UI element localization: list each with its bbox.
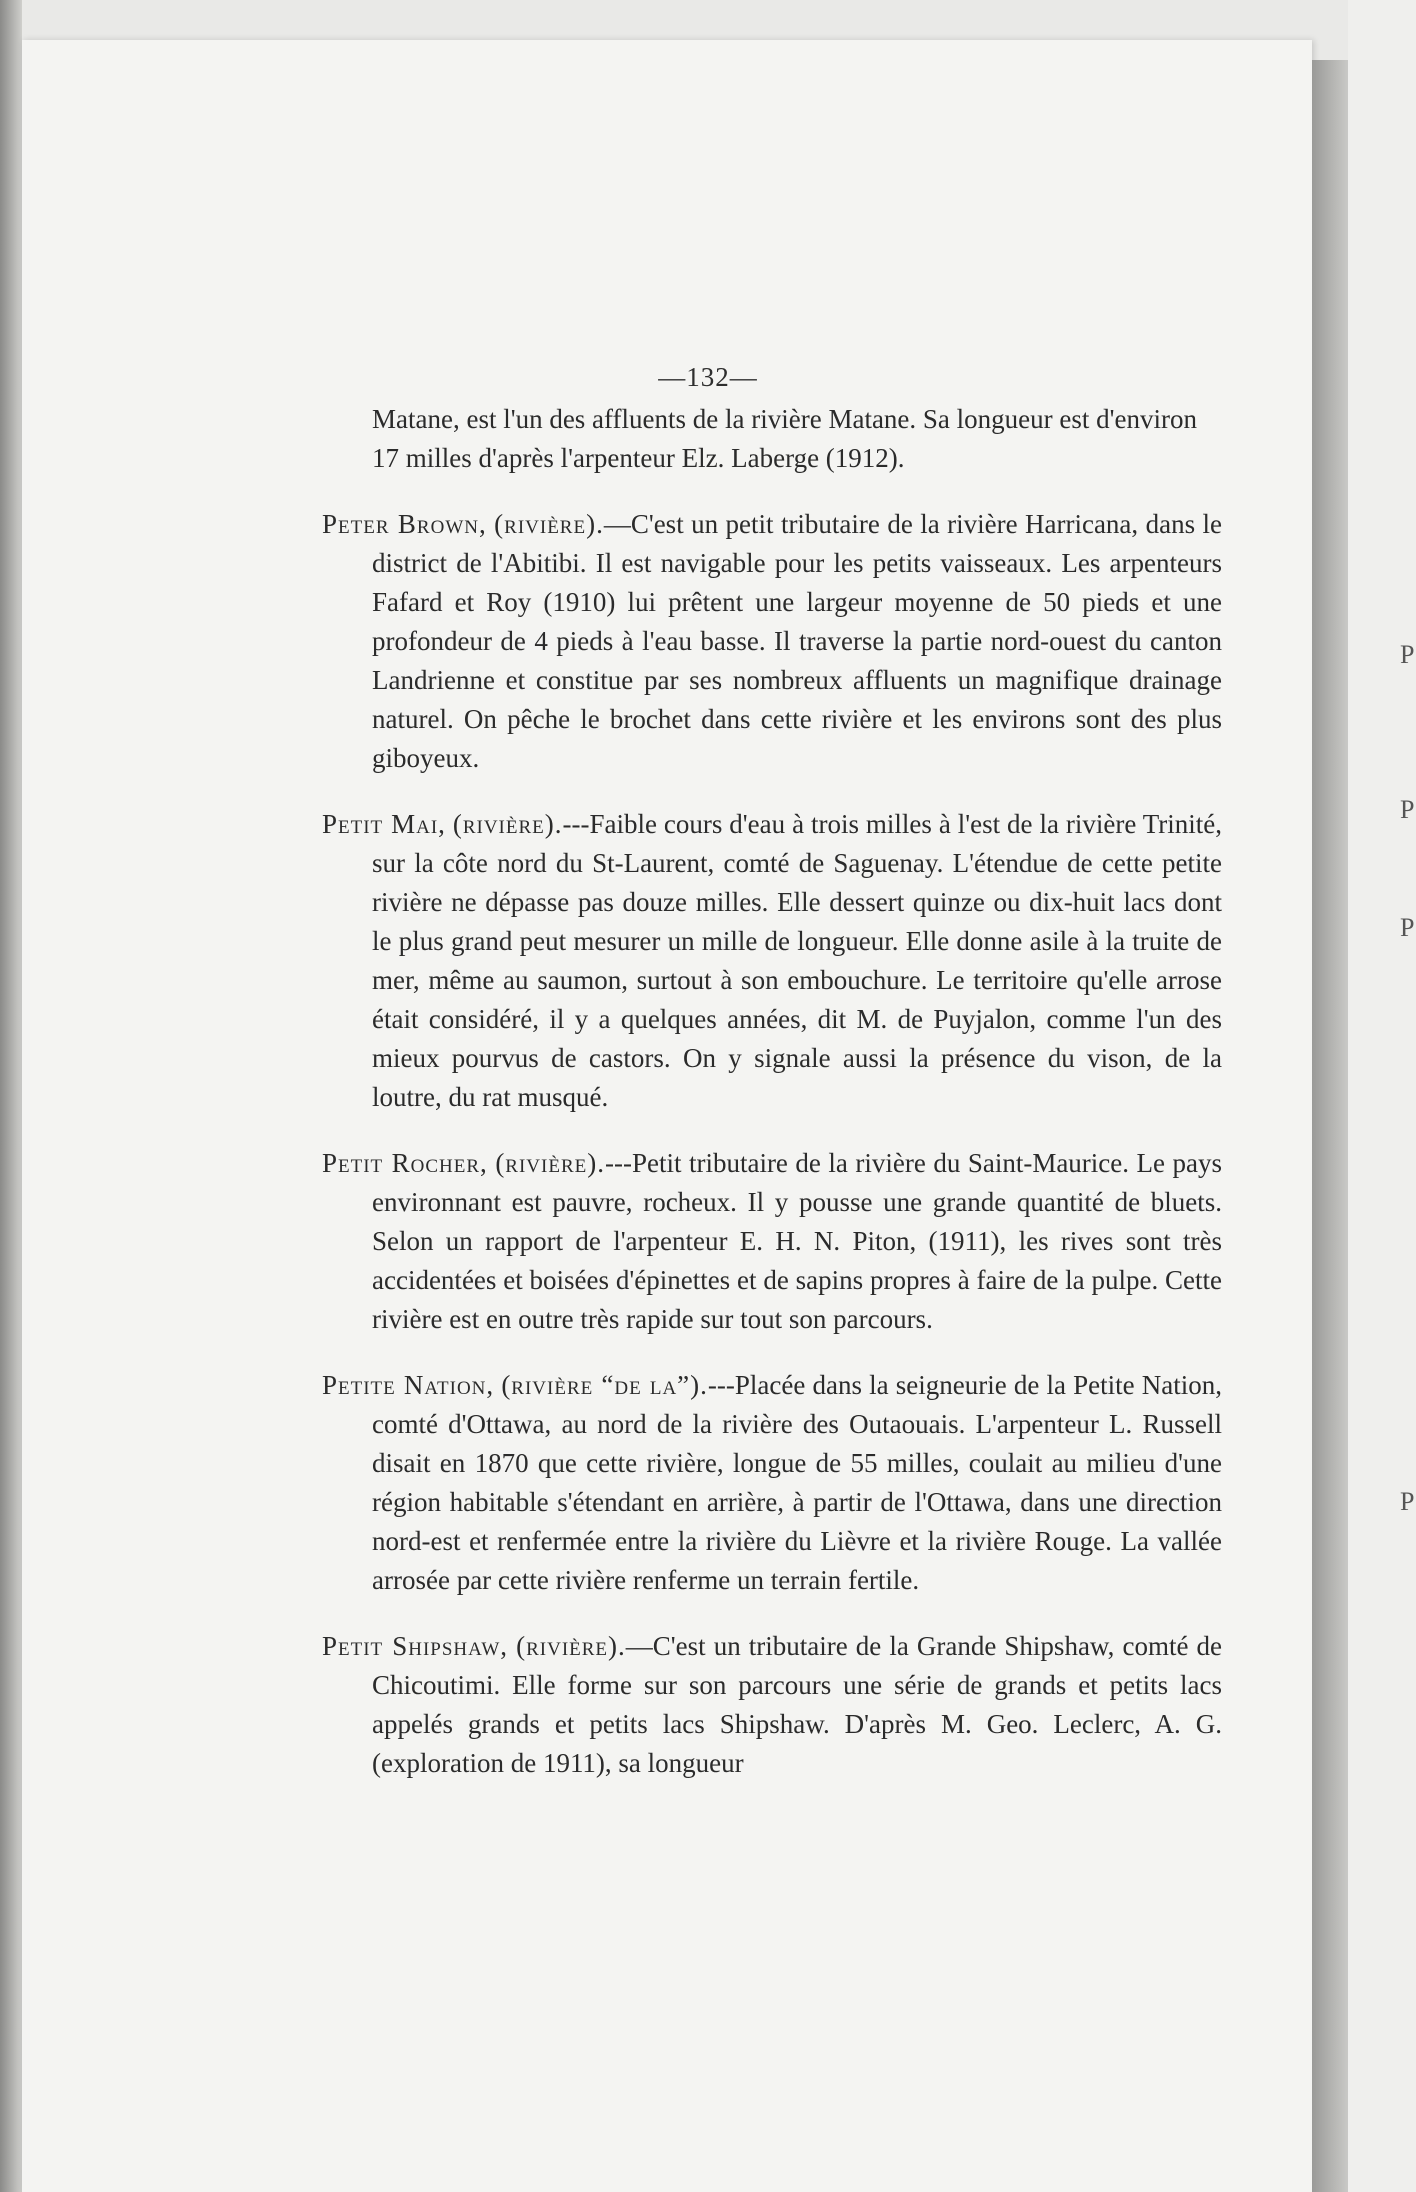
entry-body: ---Placée dans la seigneurie de la Petite Nation, comté d'Ottawa, au nord de la rivière des Outaouais. L'arpenteur L. Russell disait en 1870 que cette rivière, longue de 55 milles, coulait au milieu d'une région habitable s'étendant en arrière, à partir de l'Ottawa, dans une direction nord-est et renfermée entre la rivière du Lièvre et la rivière Rouge. La vallée arrosée par cette rivière renferme un terrain fertile. (372, 1370, 1222, 1595)
entry-type: (rivière “de la”). (501, 1370, 708, 1400)
continuation-paragraph: Matane, est l'un des affluents de la rivière Matane. Sa longueur est d'environ 17 milles d'après l'arpenteur Elz. Laberge (1912). (372, 404, 1197, 473)
entry-petite-nation (322, 1366, 1222, 1600)
entry-headword: Petite Nation, (322, 1370, 495, 1400)
entry-headword: Petit Shipshaw, (322, 1631, 509, 1661)
entry-headword: Petit Rocher, (322, 1148, 488, 1178)
entry-petit-shipshaw (322, 1627, 1222, 1783)
page-text (322, 400, 1222, 1799)
entry-petit-mai (322, 805, 1222, 1117)
next-page-sliver (1348, 0, 1416, 2192)
entry-type: (rivière). (516, 1631, 626, 1661)
entry-type: (rivière). (494, 509, 604, 539)
entry-headword: Peter Brown, (322, 509, 487, 539)
entry-body: —C'est un tributaire de la Grande Shipshaw, comté de Chicoutimi. Elle forme sur son parcours une série de grands et petits lacs appelés grands et petits lacs Shipshaw. D'après M. Geo. Leclerc, A. G. (exploration de 1911), sa longueur (372, 1631, 1223, 1778)
next-page-letter: P (1400, 1487, 1415, 1516)
entry-petit-rocher (322, 1144, 1222, 1339)
entry-type: (rivière). (495, 1148, 605, 1178)
entry-body: ---Petit tributaire de la rivière du Saint-Maurice. Le pays environnant est pauvre, rocheux. Il y pousse une grande quantité de bluets. Selon un rapport de l'arpenteur E. H. N. Piton, (1911), les rives sont très accidentées et boisées d'épinettes et de sapins propres à faire de la pulpe. Cette rivière est en outre très rapide sur tout son parcours. (372, 1148, 1222, 1334)
entry-type: (rivière). (452, 809, 563, 839)
entry-body: ---Faible cours d'eau à trois milles à l'est de la rivière Trinité, sur la côte nord du St-Laurent, comté de Saguenay. L'étendue de cette petite rivière ne dépasse pas douze milles. Elle dessert quinze ou dix-huit lacs dont le plus grand peut mesurer un mille de longueur. Elle donne asile à la truite de mer, même au saumon, surtout à son embouchure. Le territoire qu'elle arrose était considéré, il y a quelques années, dit M. de Puyjalon, comme l'un des mieux pourvus de castors. On y signale aussi la présence du vison, de la loutre, du rat musqué. (372, 809, 1223, 1112)
entry-peter-brown (322, 505, 1222, 778)
entry-body: —C'est un petit tributaire de la rivière Harricana, dans le district de l'Abitibi. Il est navigable pour les petits vaisseaux. Les arpenteurs Fafard et Roy (1910) lui prêtent une largeur moyenne de 50 pieds et une profondeur de 4 pieds à l'eau basse. Il traverse la partie nord-ouest du canton Landrienne et constitue par ses nombreux affluents un magnifique drainage naturel. On pêche le brochet dans cette rivière et les environs sont des plus giboyeux. (372, 509, 1222, 773)
next-page-letter: P (1400, 640, 1415, 669)
next-page-letter: P (1400, 913, 1415, 942)
next-page-letter: P (1400, 795, 1415, 824)
page-number: —132— (658, 362, 758, 392)
scan-left-edge (0, 0, 22, 2192)
entry-headword: Petit Mai, (322, 809, 446, 839)
